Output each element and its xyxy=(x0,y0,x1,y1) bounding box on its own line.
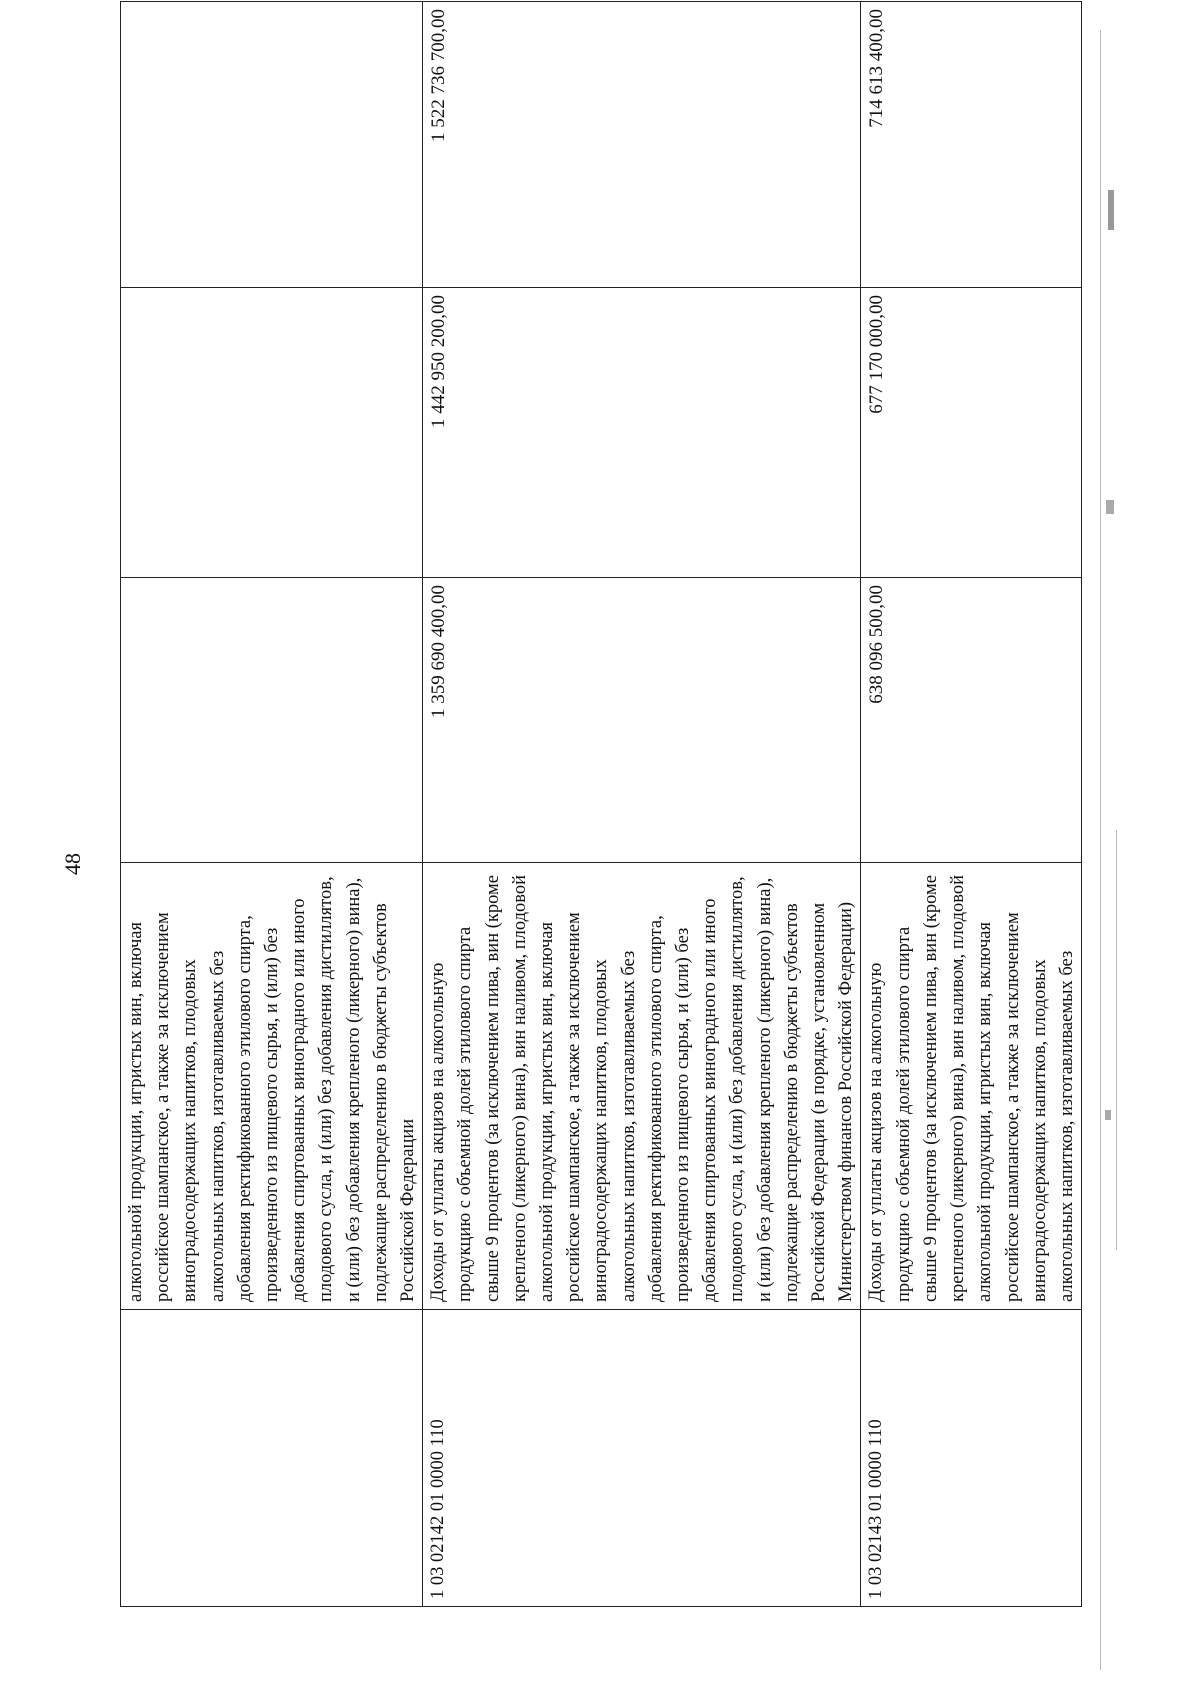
name-line: подлежащие распределению в бюджеты субъектов xyxy=(370,903,391,1302)
name-line: свыше 9 процентов (за исключением пива, вин (кроме xyxy=(482,875,503,1302)
name-line: добавления ректификованного этилового спирта, xyxy=(234,915,255,1302)
name-line: плодового сусла, и (или) без добавления дистиллятов, xyxy=(316,876,337,1302)
name-line: и (или) без добавления крепленого (ликерного) вина), xyxy=(754,877,775,1302)
budget-code-cell xyxy=(121,1310,423,1607)
name-line: российское шампанское, а также за исключением xyxy=(564,912,585,1302)
revenue-name-cell xyxy=(861,863,1082,1310)
name-line: алкогольных напитков, изготавливаемых без xyxy=(207,950,228,1302)
name-line: виноградосодержащих напитков, плодовых xyxy=(1029,959,1050,1302)
scan-edge-artifact xyxy=(1096,30,1124,1670)
revenue-table xyxy=(120,1,1082,1607)
name-line: произведенного из пищевого сырья, и (или) без xyxy=(673,927,694,1302)
name-line: Доходы от уплаты акцизов на алкогольную xyxy=(428,962,449,1302)
page-number: 48 xyxy=(60,853,85,875)
name-line: свыше 9 процентов (за исключением пива, вин (кроме xyxy=(920,875,941,1302)
year1-amount-cell: 1 359 690 400,00 xyxy=(423,578,861,863)
year1-amount-cell xyxy=(121,578,423,863)
name-line: российское шампанское, а также за исключением xyxy=(153,912,174,1302)
name-line: алкогольных напитков, изготавливаемых без xyxy=(1056,950,1077,1302)
name-line: произведенного из пищевого сырья, и (или) без xyxy=(262,927,283,1302)
name-line: и (или) без добавления крепленого (ликерного) вина), xyxy=(343,877,364,1302)
name-line: Российской Федерации (в порядке, установленном xyxy=(809,902,830,1302)
year1-amount-cell: 638 096 500,00 xyxy=(861,578,1082,863)
year3-amount-cell: 714 613 400,00 xyxy=(861,2,1082,288)
revenue-name-cell xyxy=(423,863,861,1310)
table-row xyxy=(423,2,861,1607)
budget-code-cell: 1 03 02143 01 0000 110 xyxy=(861,1310,1082,1607)
name-line: подлежащие распределению в бюджеты субъектов xyxy=(781,903,802,1302)
name-line: добавления спиртованных виноградного или иного xyxy=(700,898,721,1302)
name-line: алкогольной продукции, игристых вин, включая xyxy=(975,922,996,1302)
name-line: виноградосодержащих напитков, плодовых xyxy=(591,959,612,1302)
name-line: Министерством финансов Российской Федерации) xyxy=(836,901,857,1302)
year2-amount-cell: 1 442 950 200,00 xyxy=(423,288,861,578)
name-line: плодового сусла, и (или) без добавления дистиллятов, xyxy=(727,876,748,1302)
year3-amount-cell: 1 522 736 700,00 xyxy=(423,2,861,288)
budget-code-cell: 1 03 02142 01 0000 110 xyxy=(423,1310,861,1607)
name-line: российское шампанское, а также за исключением xyxy=(1002,912,1023,1302)
name-line: добавления ректификованного этилового спирта, xyxy=(645,915,666,1302)
table-row xyxy=(121,2,423,1607)
table-row xyxy=(861,2,1082,1607)
revenue-name-cell xyxy=(121,863,423,1310)
name-line: продукцию с объемной долей этилового спирта xyxy=(455,926,476,1302)
name-line: виноградосодержащих напитков, плодовых xyxy=(180,959,201,1302)
name-line: крепленого (ликерного) вина), вин наливом, плодовой xyxy=(948,875,969,1302)
year3-amount-cell xyxy=(121,2,423,288)
name-line: добавления спиртованных виноградного или иного xyxy=(289,898,310,1302)
year2-amount-cell xyxy=(121,288,423,578)
name-line: алкогольных напитков, изготавливаемых без xyxy=(618,950,639,1302)
name-line: алкогольной продукции, игристых вин, включая xyxy=(537,922,558,1302)
name-line: продукцию с объемной долей этилового спирта xyxy=(893,926,914,1302)
name-line: крепленого (ликерного) вина), вин наливом, плодовой xyxy=(509,875,530,1302)
name-line: алкогольной продукции, игристых вин, включая xyxy=(126,922,146,1302)
name-line: Российской Федерации xyxy=(398,1118,419,1302)
year2-amount-cell: 677 170 000,00 xyxy=(861,288,1082,578)
name-line: Доходы от уплаты акцизов на алкогольную xyxy=(866,962,887,1302)
